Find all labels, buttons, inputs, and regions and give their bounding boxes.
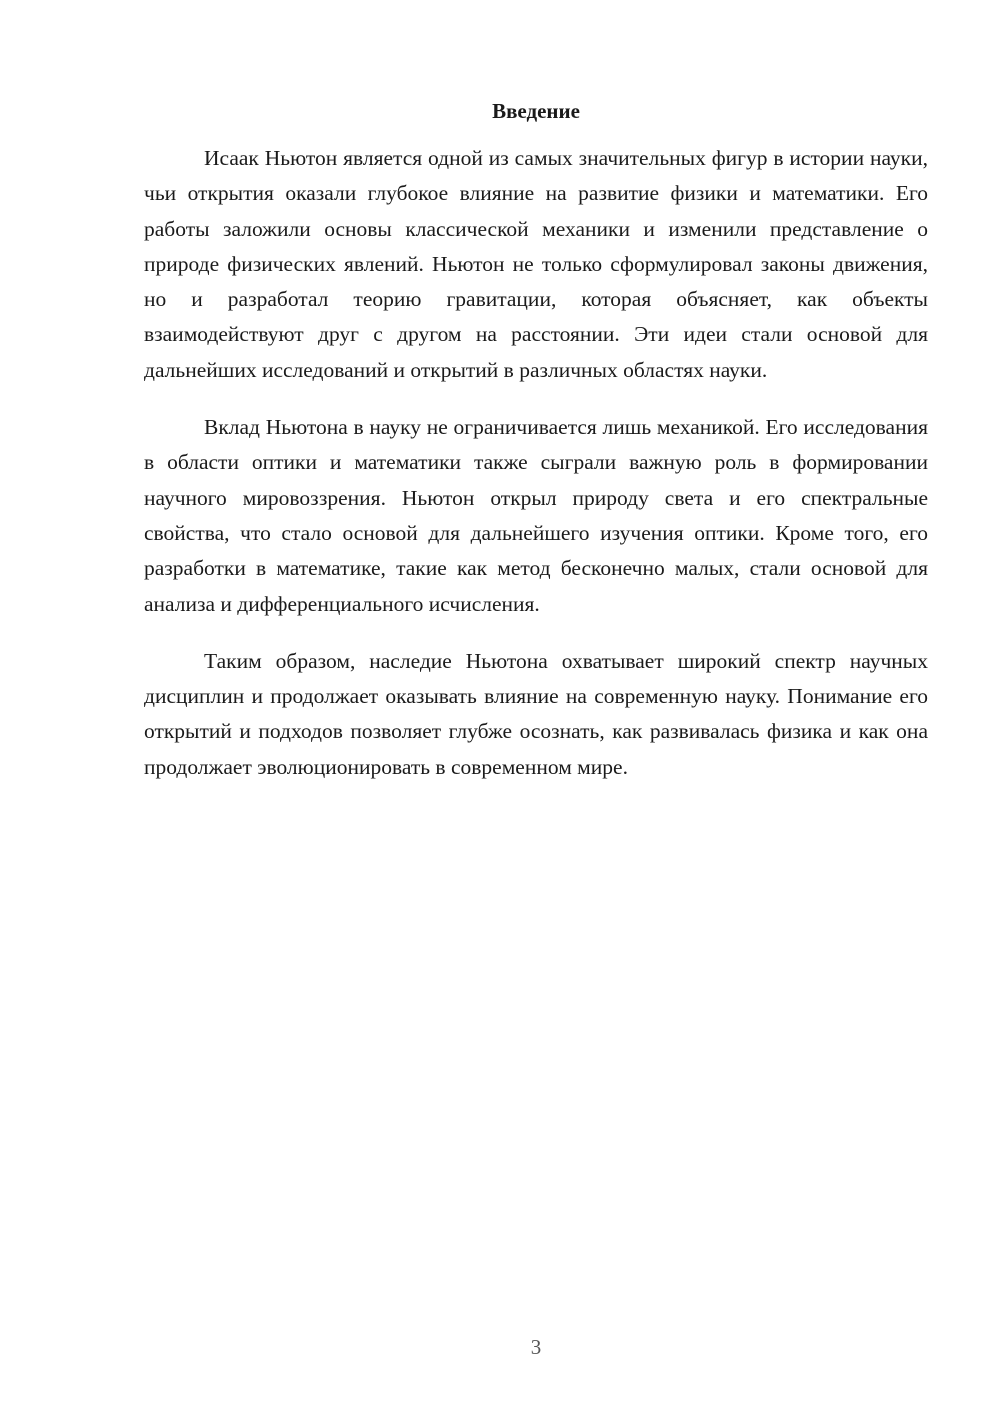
paragraph: Таким образом, наследие Ньютона охватывает широкий спектр научных дисциплин и продолжает оказывать влияние на современную науку. Понимание его открытий и подходов позволяет глубже осознать, как развивалась физика и как она продолжает эволюционировать в современном мире. bbox=[144, 648, 928, 779]
page-number: 3 bbox=[530, 1335, 542, 1359]
paragraph: Вклад Ньютона в науку не ограничивается лишь механикой. Его исследования в области оптики и математики также сыграли важную роль в формировании научного мировоззрения. Ньютон открыл природу света и его спектральные свойства, что стало основой для дальнейшего изучения оптики. Кроме того, его разработки в математике, такие как метод бесконечно малых, стали основой для анализа и дифференциального исчисления. bbox=[144, 415, 928, 616]
body-text bbox=[144, 141, 928, 807]
paragraph: Исаак Ньютон является одной из самых значительных фигур в истории науки, чьи открытия оказали глубокое влияние на развитие физики и математики. Его работы заложили основы классической механики и изменили представление о природе физических явлений. Ньютон не только сформулировал законы движения, но и разработал теорию гравитации, которая объясняет, как объекты взаимодействуют друг с другом на расстоянии. Эти идеи стали основой для дальнейших исследований и открытий в различных областях науки. bbox=[144, 146, 928, 382]
section-heading: Введение bbox=[492, 99, 580, 123]
